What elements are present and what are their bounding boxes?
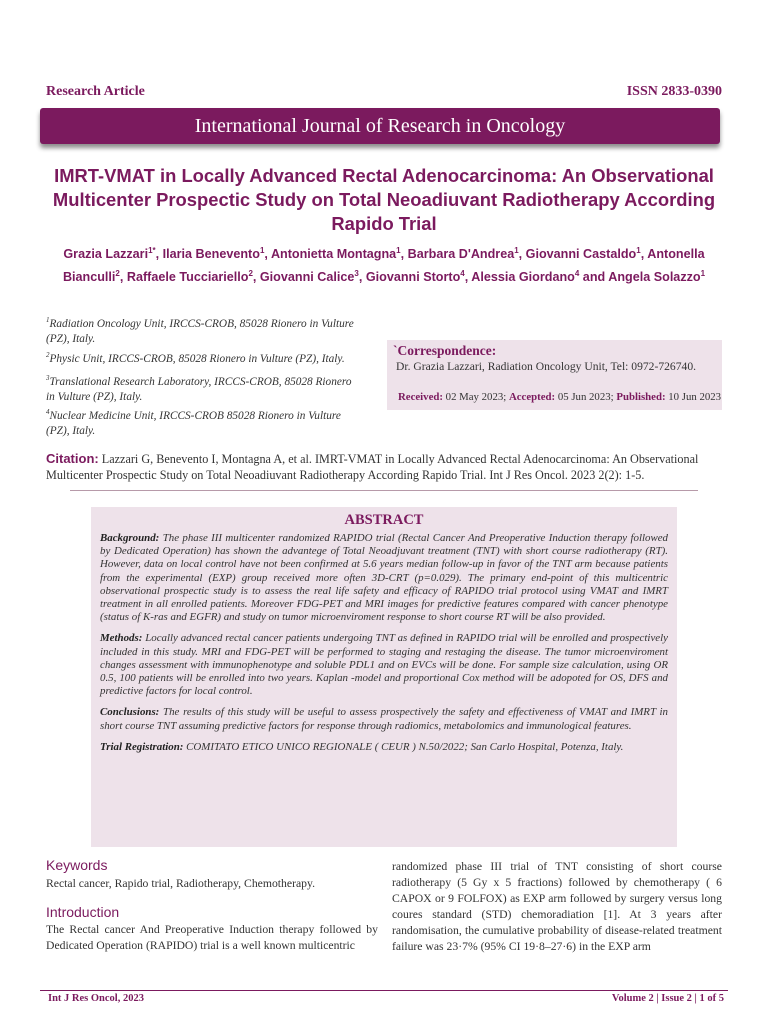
correspondence-title: `Correspondence:: [393, 343, 497, 358]
affiliation-3: [46, 371, 362, 405]
affiliation-2: [46, 348, 362, 367]
affiliation-text: Translational Research Laboratory, IRCCS-CROB, 85028 Rionero in Vulture (PZ), Italy.: [46, 375, 352, 403]
article-type-label: Research Article: [46, 84, 145, 99]
correspondence-text: Dr. Grazia Lazzari, Radiation Oncology Unit, Tel: 0972-726740.: [396, 360, 697, 373]
author-affiliation-marker: 3: [354, 269, 359, 279]
accepted-label: Accepted:: [508, 391, 556, 403]
article-dates: [398, 391, 721, 403]
published-date: 10 Jun 2023: [668, 391, 722, 403]
conclusions-text: The results of this study will be useful to assess prospectively the safety and effectiveness of VMAT and IMRT in short course TNT assuming predictive factors for response through radiomics, metabolomics and immunological features.: [100, 706, 668, 732]
background-label: Background:: [100, 532, 160, 544]
affiliation-1: [46, 313, 362, 347]
trial-text: COMITATO ETICO UNICO REGIONALE ( CEUR ) N.50/2022; San Carlo Hospital, Potenza, Italy.: [186, 740, 624, 753]
keywords-heading: Keywords: [46, 857, 108, 873]
affiliation-4: [46, 405, 362, 439]
affiliation-text: Physic Unit, IRCCS-CROB, 85028 Rionero in Vulture (PZ), Italy.: [49, 352, 345, 365]
affiliation-text: Nuclear Medicine Unit, IRCCS-CROB 85028 Rionero in Vulture (PZ), Italy.: [46, 409, 341, 437]
author-affiliation-marker: 1: [514, 246, 519, 255]
received-date: 02 May 2023;: [445, 391, 507, 403]
methods-label: Methods:: [100, 632, 143, 645]
author-affiliation-marker: 4: [574, 269, 580, 279]
author-affiliation-marker: 2: [115, 269, 120, 279]
introduction-heading: Introduction: [46, 904, 120, 920]
author-list: Grazia Lazzari$^{1*}$, Ilaria Benevento$^1$, Antonietta Montagna$^1$, Barbara D'Andrea$^1$, Giovanni Castaldo$^1$, Antonella Bianculli$^2$, Raffaele Tucciariello$^2$, Giovanni Calice$^3$, Giovanni Storto$^4$, Alessia Giordano$^4$ and Angela Solazzo$^1$: [62, 246, 706, 285]
affiliation-marker: 3: [46, 374, 50, 382]
introduction-text-left: The Rectal cancer And Preoperative Induction therapy followed by Dedicated Operation (RAPIDO) trial is a well known multicentric: [46, 923, 378, 952]
author-affiliation-marker: 1*: [148, 246, 156, 255]
conclusions-label: Conclusions:: [100, 706, 160, 719]
author-name: Grazia Lazzari$^{1*}$: [63, 246, 156, 262]
citation-divider: [70, 490, 698, 491]
trial-label: Trial Registration:: [100, 740, 184, 753]
received-label: Received:: [398, 391, 443, 403]
correspondence-box: [387, 340, 722, 410]
abstract-trial-registration: [100, 741, 668, 754]
author-affiliation-marker: 1: [259, 246, 265, 255]
background-text: The phase III multicenter randomized RAPIDO trial (Rectal Cancer And Preoperative Induction therapy followed by Dedicated Operation) has shown the advantege of Total Neoadjuvant treatment (TNT) with short course radiotherapy (RT). However, data on local control have not been confirmed at 5.6 years median follow-up in favor of the TNT arm because patients from the experimental (EXP) group received more often 3D-CRT (p=0.029). The primary end-point of this multicentric observational prospectic study is to assess the real life safety and efficacy of RAPIDO trial protocol using VMAT and IMRT treatment in all enrolled patients. Moreover FDG-PET and MRI images for predictive features compared with cancer phenotype (status of K-ras and EGFR) and study on tumor microenviroment response to short course RT will be also provided.: [100, 532, 668, 624]
author-name: Raffaele Tucciariello$^2$: [126, 269, 253, 285]
author-affiliation-marker: 1: [700, 269, 706, 279]
author-name: Giovanni Castaldo$^1$: [525, 246, 641, 262]
affiliation-marker: 4: [46, 408, 50, 416]
affiliation-marker: 1: [46, 316, 50, 324]
author-affiliation-marker: 1: [636, 246, 641, 255]
issn-label: ISSN 2833-0390: [626, 84, 722, 99]
author-affiliation-marker: 1: [396, 246, 401, 255]
abstract-conclusions: [100, 706, 668, 732]
methods-text: Locally advanced rectal cancer patients undergoing TNT as defined in RAPIDO trial will be enrolled and prospectively included in this study. MRI and FDG-PET will be performed to staging and restaging the disease. The tumor microenviroment changes assessment with immunophenotype and soluble PDL1 and on EVCs will be done. For sample size calculation, using OR 0.5, 100 patients will be enrolled into two years. Kaplan -model and proportional Cox method will be adopoted for OS, DFS and predictive factors for local control.: [100, 632, 668, 698]
author-name: Antonietta Montagna$^1$: [270, 246, 401, 262]
author-name: Angela Solazzo$^1$: [608, 269, 706, 285]
accepted-date: 05 Jun 2023;: [557, 391, 614, 403]
abstract-background: [100, 532, 668, 624]
citation-text: Lazzari G, Benevento I, Montagna A, et al. IMRT-VMAT in Locally Advanced Rectal Adenocarcinoma: An Observational Multicenter Prospectic Study on Total Neoadiuvant Radiotherapy According Rapido Trial. Int J Res Oncol. 2023 2(2): 1-5.: [46, 452, 699, 482]
footer-page-info: Volume 2 | Issue 2 | 1 of 5: [611, 993, 724, 1004]
journal-banner: International Journal of Research in Oncology: [40, 108, 720, 144]
published-label: Published:: [616, 391, 666, 403]
author-name: Antonella Bianculli$^2$: [62, 247, 705, 285]
article-title: IMRT-VMAT in Locally Advanced Rectal Adenocarcinoma: An Observational Multicenter Prospectic Study on Total Neoadiuvant Radiotherapy According Rapido Trial: [52, 165, 716, 234]
abstract-box: [91, 507, 677, 847]
footer-journal: Int J Res Oncol, 2023: [48, 993, 144, 1004]
author-name: Ilaria Benevento$^1$: [162, 246, 265, 262]
author-affiliation-marker: 4: [460, 269, 465, 279]
introduction-text-right: randomized phase III trial of TNT consisting of short course radiotherapy (5 Gy x 5 fractions) followed by chemotherapy ( 6 CAPOX or 9 FOLFOX) as EXP arm followed by surgery versus long coures standard (STD) chemoradiation [1]. At 3 years after randomisation, the cumulative probability of disease-related treatment failure was 23·7% (95% CI 19·8–27·6) in the EXP arm: [392, 860, 722, 953]
author-affiliation-marker: 2: [248, 269, 253, 279]
abstract-title: ABSTRACT: [344, 512, 424, 528]
affiliation-marker: 2: [46, 351, 50, 359]
author-name: Giovanni Storto$^4$: [365, 269, 465, 285]
citation-label: Citation:: [46, 451, 99, 466]
citation: [46, 451, 724, 483]
abstract-methods: [100, 632, 668, 698]
author-name: Alessia Giordano$^4$: [471, 269, 580, 285]
affiliation-text: Radiation Oncology Unit, IRCCS-CROB, 85028 Rionero in Vulture (PZ), Italy.: [46, 317, 354, 345]
footer-divider: [40, 990, 728, 991]
author-name: Barbara D'Andrea$^1$: [407, 246, 519, 262]
author-name: Giovanni Calice$^3$: [259, 269, 359, 285]
keywords-text: Rectal cancer, Rapido trial, Radiotherapy, Chemotherapy.: [46, 877, 315, 890]
